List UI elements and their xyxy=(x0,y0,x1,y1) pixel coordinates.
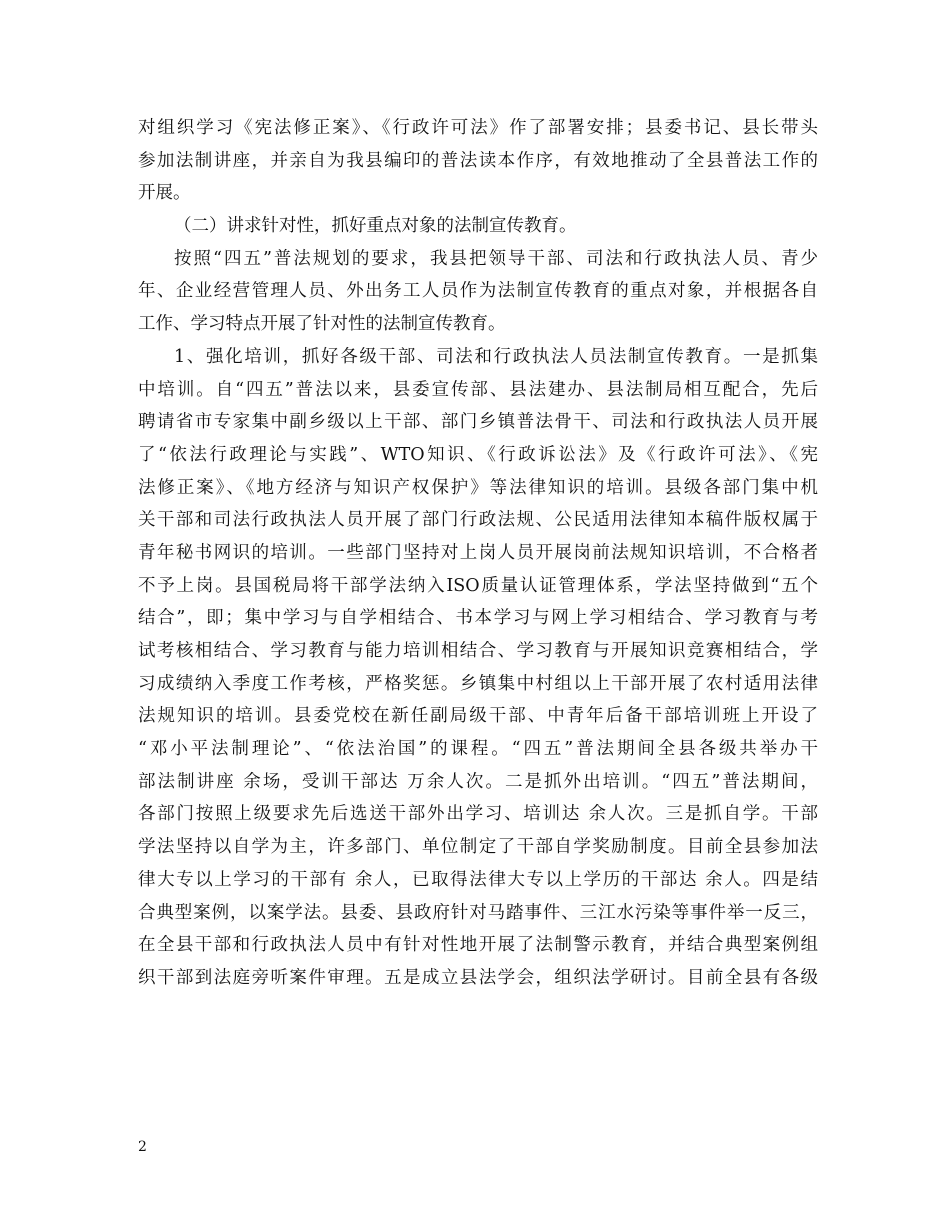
text-line: 在全县干部和行政执法人员中有针对性地开展了法制警示教育，并结合典型案例组 xyxy=(138,935,818,956)
text-line: 了“依法行政理论与实践”、WTO知识、《行政诉讼法》及《行政许可法》、《宪 xyxy=(138,444,818,465)
text-line: 中培训。自“四五”普法以来，县委宣传部、县法建办、县法制局相互配合，先后 xyxy=(138,379,818,400)
text-line: 年、企业经营管理人员、外出务工人员作为法制宣传教育的重点对象，并根据各自 xyxy=(138,281,818,302)
text-line: 按照“四五”普法规划的要求，我县把领导干部、司法和行政执法人员、青少 xyxy=(174,248,818,269)
text-line: 结合”，即；集中学习与自学相结合、书本学习与网上学习相结合、学习教育与考 xyxy=(138,608,818,629)
body-text xyxy=(138,112,818,995)
text-line: 工作、学习特点开展了针对性的法制宣传教育。 xyxy=(138,314,506,335)
text-line: 合典型案例，以案学法。县委、县政府针对马踏事件、三江水污染等事件举一反三， xyxy=(138,902,818,923)
text-line: 试考核相结合、学习教育与能力培训相结合、学习教育与开展知识竞赛相结合，学 xyxy=(138,641,818,661)
text-line: 部法制讲座 余场，受训干部达 万余人次。二是抓外出培训。“四五”普法期间， xyxy=(138,771,818,792)
text-line: 织干部到法庭旁听案件审理。五是成立县法学会，组织法学研讨。目前全县有各级 xyxy=(138,967,818,988)
text-line: 青年秘书网识的培训。一些部门坚持对上岗人员开展岗前法规知识培训，不合格者 xyxy=(138,542,818,563)
text-line: 各部门按照上级要求先后选送干部外出学习、培训达 余人次。三是抓自学。干部 xyxy=(138,804,818,825)
text-line: “邓小平法制理论”、“依法治国”的课程。“四五”普法期间全县各级共举办干 xyxy=(138,739,818,760)
text-line: 法规知识的培训。县委党校在新任副局级干部、中青年后备干部培训班上开设了 xyxy=(138,706,818,727)
text-line: 学法坚持以自学为主，许多部门、单位制定了干部自学奖励制度。目前全县参加法 xyxy=(138,837,818,858)
text-line: （二）讲求针对性，抓好重点对象的法制宣传教育。 xyxy=(174,216,577,237)
text-line: 参加法制讲座，并亲自为我县编印的普法读本作序，有效地推动了全县普法工作的 xyxy=(138,150,818,171)
text-line: 律大专以上学习的干部有 余人，已取得法律大专以上学历的干部达 余人。四是结 xyxy=(138,869,818,890)
text-line: 习成绩纳入季度工作考核，严格奖惩。乡镇集中村组以上干部开展了农村适用法律 xyxy=(138,673,818,694)
text-line: 法修正案》、《地方经济与知识产权保护》等法律知识的培训。县级各部门集中机 xyxy=(138,477,818,498)
text-line: 不予上岗。县国税局将干部学法纳入ISO质量认证管理体系，学法坚持做到“五个 xyxy=(138,575,818,596)
text-line: 1、强化培训，抓好各级干部、司法和行政执法人员法制宣传教育。一是抓集 xyxy=(174,346,818,367)
text-line: 对组织学习《宪法修正案》、《行政许可法》作了部署安排；县委书记、县长带头 xyxy=(138,118,818,138)
page-number: 2 xyxy=(138,1139,147,1155)
text-line: 关干部和司法行政执法人员开展了部门行政法规、公民适用法律知本稿件版权属于 xyxy=(138,510,818,531)
text-line: 开展。 xyxy=(138,183,191,204)
text-line: 聘请省市专家集中副乡级以上干部、部门乡镇普法骨干、司法和行政执法人员开展 xyxy=(138,412,818,433)
